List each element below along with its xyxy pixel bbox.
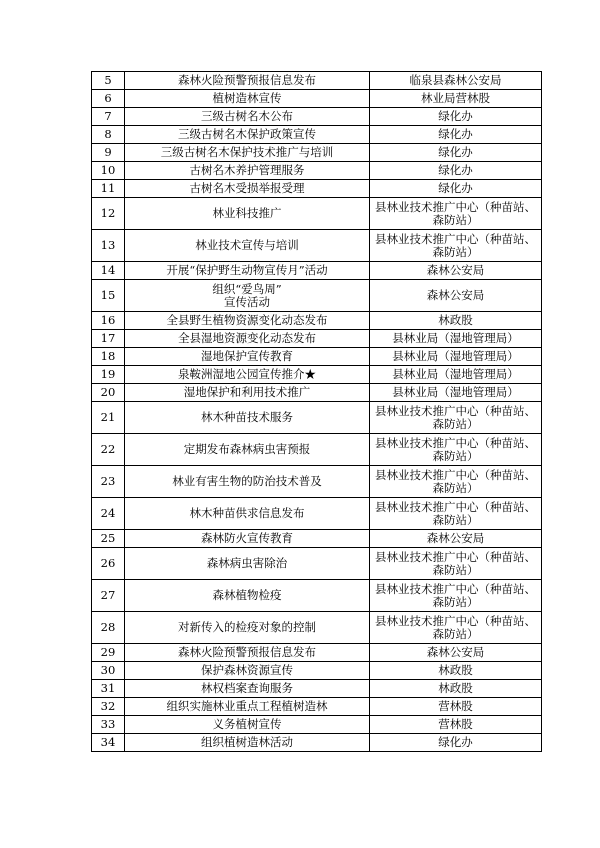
department-line: 营林股 <box>438 717 473 731</box>
table-row <box>92 680 542 698</box>
table-row <box>92 698 542 716</box>
row-number: 12 <box>92 198 125 230</box>
department-line: 绿化办 <box>438 145 473 159</box>
service-item-cell <box>125 612 370 644</box>
row-number: 10 <box>92 162 125 180</box>
department-line: 县林业技术推广中心（种苗站、 <box>375 467 536 482</box>
department-line: 森防站） <box>432 212 479 227</box>
department-cell <box>370 366 542 384</box>
department-cell <box>370 680 542 698</box>
service-item-line: 湿地保护和利用技术推广 <box>183 385 311 399</box>
department-line: 县林业技术推广中心（种苗站、 <box>375 581 536 596</box>
row-number: 33 <box>92 716 125 734</box>
table-row <box>92 716 542 734</box>
table-row <box>92 662 542 680</box>
service-item-line: 全县湿地资源变化动态发布 <box>178 331 316 345</box>
department-cell <box>370 198 542 230</box>
row-number: 19 <box>92 366 125 384</box>
department-cell <box>370 434 542 466</box>
service-item-cell <box>125 402 370 434</box>
table-row <box>92 90 542 108</box>
department-line: 森防站） <box>432 594 479 609</box>
service-item-line: 林权档案查询服务 <box>201 681 293 695</box>
row-number: 26 <box>92 548 125 580</box>
department-line: 绿化办 <box>438 109 473 123</box>
department-cell <box>370 580 542 612</box>
service-item-cell <box>125 312 370 330</box>
service-item-cell <box>125 330 370 348</box>
row-number: 32 <box>92 698 125 716</box>
row-number: 30 <box>92 662 125 680</box>
department-line: 县林业局（湿地管理局） <box>392 367 519 381</box>
department-cell <box>370 230 542 262</box>
department-line: 县林业技术推广中心（种苗站、 <box>375 231 536 246</box>
table-row <box>92 644 542 662</box>
table-row <box>92 530 542 548</box>
row-number: 18 <box>92 348 125 366</box>
service-item-line: 三级古树名木公布 <box>201 109 293 123</box>
service-item-line: 开展“保护野生动物宣传月”活动 <box>166 263 328 277</box>
department-cell <box>370 384 542 402</box>
table-row <box>92 108 542 126</box>
department-line: 森林公安局 <box>426 531 485 545</box>
service-item-cell <box>125 698 370 716</box>
department-line: 林政股 <box>438 681 473 695</box>
department-cell <box>370 90 542 108</box>
service-item-line: 三级古树名木保护技术推广与培训 <box>160 145 334 159</box>
department-line: 县林业局（湿地管理局） <box>392 385 519 399</box>
table-row <box>92 280 542 312</box>
department-cell <box>370 72 542 90</box>
service-item-line: 义务植树宣传 <box>212 717 282 731</box>
service-item-cell <box>125 680 370 698</box>
row-number: 15 <box>92 280 125 312</box>
department-cell <box>370 466 542 498</box>
department-line: 县林业技术推广中心（种苗站、 <box>375 613 536 628</box>
service-list-table <box>91 71 542 752</box>
department-line: 县林业技术推广中心（种苗站、 <box>375 199 536 214</box>
service-item-cell <box>125 466 370 498</box>
table-row <box>92 348 542 366</box>
department-cell <box>370 180 542 198</box>
department-cell <box>370 126 542 144</box>
department-line: 林政股 <box>438 313 473 327</box>
table-row <box>92 366 542 384</box>
row-number: 20 <box>92 384 125 402</box>
table-row <box>92 180 542 198</box>
table-row <box>92 72 542 90</box>
service-item-cell <box>125 162 370 180</box>
table-row <box>92 198 542 230</box>
service-item-cell <box>125 348 370 366</box>
service-item-line: 全县野生植物资源变化动态发布 <box>166 313 328 327</box>
service-item-cell <box>125 72 370 90</box>
department-cell <box>370 162 542 180</box>
department-line: 县林业技术推广中心（种苗站、 <box>375 435 536 450</box>
row-number: 5 <box>92 72 125 90</box>
service-item-line: 林木种苗技术服务 <box>201 410 293 424</box>
service-item-cell <box>125 180 370 198</box>
row-number: 8 <box>92 126 125 144</box>
department-line: 森防站） <box>432 480 479 495</box>
service-item-line: 林业技术宣传与培训 <box>195 238 299 252</box>
service-item-line: 三级古树名木保护政策宣传 <box>178 127 316 141</box>
service-item-cell <box>125 262 370 280</box>
row-number: 7 <box>92 108 125 126</box>
service-item-cell <box>125 280 370 312</box>
department-line: 绿化办 <box>438 181 473 195</box>
service-item-cell <box>125 144 370 162</box>
department-line: 林政股 <box>438 663 473 677</box>
table-row <box>92 312 542 330</box>
service-item-line: 古树名木养护管理服务 <box>189 163 305 177</box>
service-item-cell <box>125 90 370 108</box>
service-item-cell <box>125 498 370 530</box>
department-line: 林业局营林股 <box>421 91 490 105</box>
row-number: 23 <box>92 466 125 498</box>
department-line: 县林业局（湿地管理局） <box>392 349 519 363</box>
service-item-cell <box>125 580 370 612</box>
department-line: 森防站） <box>432 416 479 431</box>
service-item-cell <box>125 662 370 680</box>
service-item-cell <box>125 644 370 662</box>
department-cell <box>370 144 542 162</box>
department-line: 县林业技术推广中心（种苗站、 <box>375 549 536 564</box>
table-row <box>92 612 542 644</box>
service-item-line: 对新传入的检疫对象的控制 <box>178 620 316 634</box>
row-number: 16 <box>92 312 125 330</box>
table-row <box>92 144 542 162</box>
service-item-line: 森林植物检疫 <box>212 588 282 602</box>
service-item-line: 宣传活动 <box>224 294 270 309</box>
department-line: 森防站） <box>432 512 479 527</box>
service-item-line: 泉鞍洲湿地公园宣传推介★ <box>178 367 316 381</box>
table-row <box>92 734 542 752</box>
department-line: 营林股 <box>438 699 473 713</box>
row-number: 14 <box>92 262 125 280</box>
row-number: 6 <box>92 90 125 108</box>
service-item-cell <box>125 734 370 752</box>
row-number: 27 <box>92 580 125 612</box>
row-number: 11 <box>92 180 125 198</box>
service-item-cell <box>125 384 370 402</box>
row-number: 21 <box>92 402 125 434</box>
service-item-cell <box>125 230 370 262</box>
service-item-line: 森林火险预警预报信息发布 <box>178 73 316 87</box>
service-item-line: 古树名木受损举报受理 <box>189 181 305 195</box>
table-row <box>92 466 542 498</box>
row-number: 29 <box>92 644 125 662</box>
department-line: 县林业局（湿地管理局） <box>392 331 519 345</box>
table-row <box>92 262 542 280</box>
department-line: 森林公安局 <box>426 288 485 302</box>
department-cell <box>370 402 542 434</box>
department-cell <box>370 612 542 644</box>
row-number: 22 <box>92 434 125 466</box>
row-number: 13 <box>92 230 125 262</box>
department-cell <box>370 548 542 580</box>
department-line: 森林公安局 <box>426 645 485 659</box>
service-item-line: 森林病虫害除治 <box>206 556 288 570</box>
table-row <box>92 402 542 434</box>
department-cell <box>370 498 542 530</box>
department-line: 绿化办 <box>438 163 473 177</box>
row-number: 28 <box>92 612 125 644</box>
table-row <box>92 162 542 180</box>
service-item-line: 林业有害生物的防治技术普及 <box>172 474 322 488</box>
service-item-line: 林业科技推广 <box>212 206 282 220</box>
department-cell <box>370 312 542 330</box>
row-number: 9 <box>92 144 125 162</box>
department-cell <box>370 108 542 126</box>
row-number: 31 <box>92 680 125 698</box>
department-line: 森防站） <box>432 626 479 641</box>
service-item-cell <box>125 126 370 144</box>
table-row <box>92 580 542 612</box>
service-item-line: 定期发布森林病虫害预报 <box>183 442 311 456</box>
service-item-cell <box>125 108 370 126</box>
service-item-line: 植树造林宣传 <box>212 91 282 105</box>
department-line: 森防站） <box>432 244 479 259</box>
row-number: 25 <box>92 530 125 548</box>
table-row <box>92 330 542 348</box>
service-item-cell <box>125 198 370 230</box>
department-cell <box>370 662 542 680</box>
service-item-line: 森林火险预警预报信息发布 <box>178 645 316 659</box>
department-cell <box>370 330 542 348</box>
department-cell <box>370 698 542 716</box>
service-item-cell <box>125 434 370 466</box>
service-item-line: 林木种苗供求信息发布 <box>189 506 305 520</box>
department-line: 森防站） <box>432 448 479 463</box>
department-line: 绿化办 <box>438 127 473 141</box>
department-cell <box>370 530 542 548</box>
department-line: 县林业技术推广中心（种苗站、 <box>375 499 536 514</box>
service-item-line: 组织“爱鸟周” <box>212 281 282 296</box>
table-row <box>92 126 542 144</box>
row-number: 34 <box>92 734 125 752</box>
department-line: 绿化办 <box>438 735 473 749</box>
department-line: 临泉县森林公安局 <box>409 73 502 87</box>
table-row <box>92 548 542 580</box>
department-line: 县林业技术推广中心（种苗站、 <box>375 403 536 418</box>
row-number: 24 <box>92 498 125 530</box>
table-row <box>92 434 542 466</box>
table-row <box>92 498 542 530</box>
row-number: 17 <box>92 330 125 348</box>
service-item-cell <box>125 366 370 384</box>
department-cell <box>370 734 542 752</box>
service-item-line: 森林防火宣传教育 <box>201 531 293 545</box>
service-item-line: 组织植树造林活动 <box>201 735 293 749</box>
service-item-line: 湿地保护宣传教育 <box>201 349 293 363</box>
table-row <box>92 384 542 402</box>
table-row <box>92 230 542 262</box>
department-cell <box>370 280 542 312</box>
department-cell <box>370 644 542 662</box>
service-item-cell <box>125 716 370 734</box>
department-cell <box>370 262 542 280</box>
service-item-line: 组织实施林业重点工程植树造林 <box>166 699 328 713</box>
department-cell <box>370 348 542 366</box>
department-line: 森防站） <box>432 562 479 577</box>
department-line: 森林公安局 <box>426 263 485 277</box>
service-item-cell <box>125 548 370 580</box>
service-item-cell <box>125 530 370 548</box>
service-item-line: 保护森林资源宣传 <box>201 663 293 677</box>
department-cell <box>370 716 542 734</box>
